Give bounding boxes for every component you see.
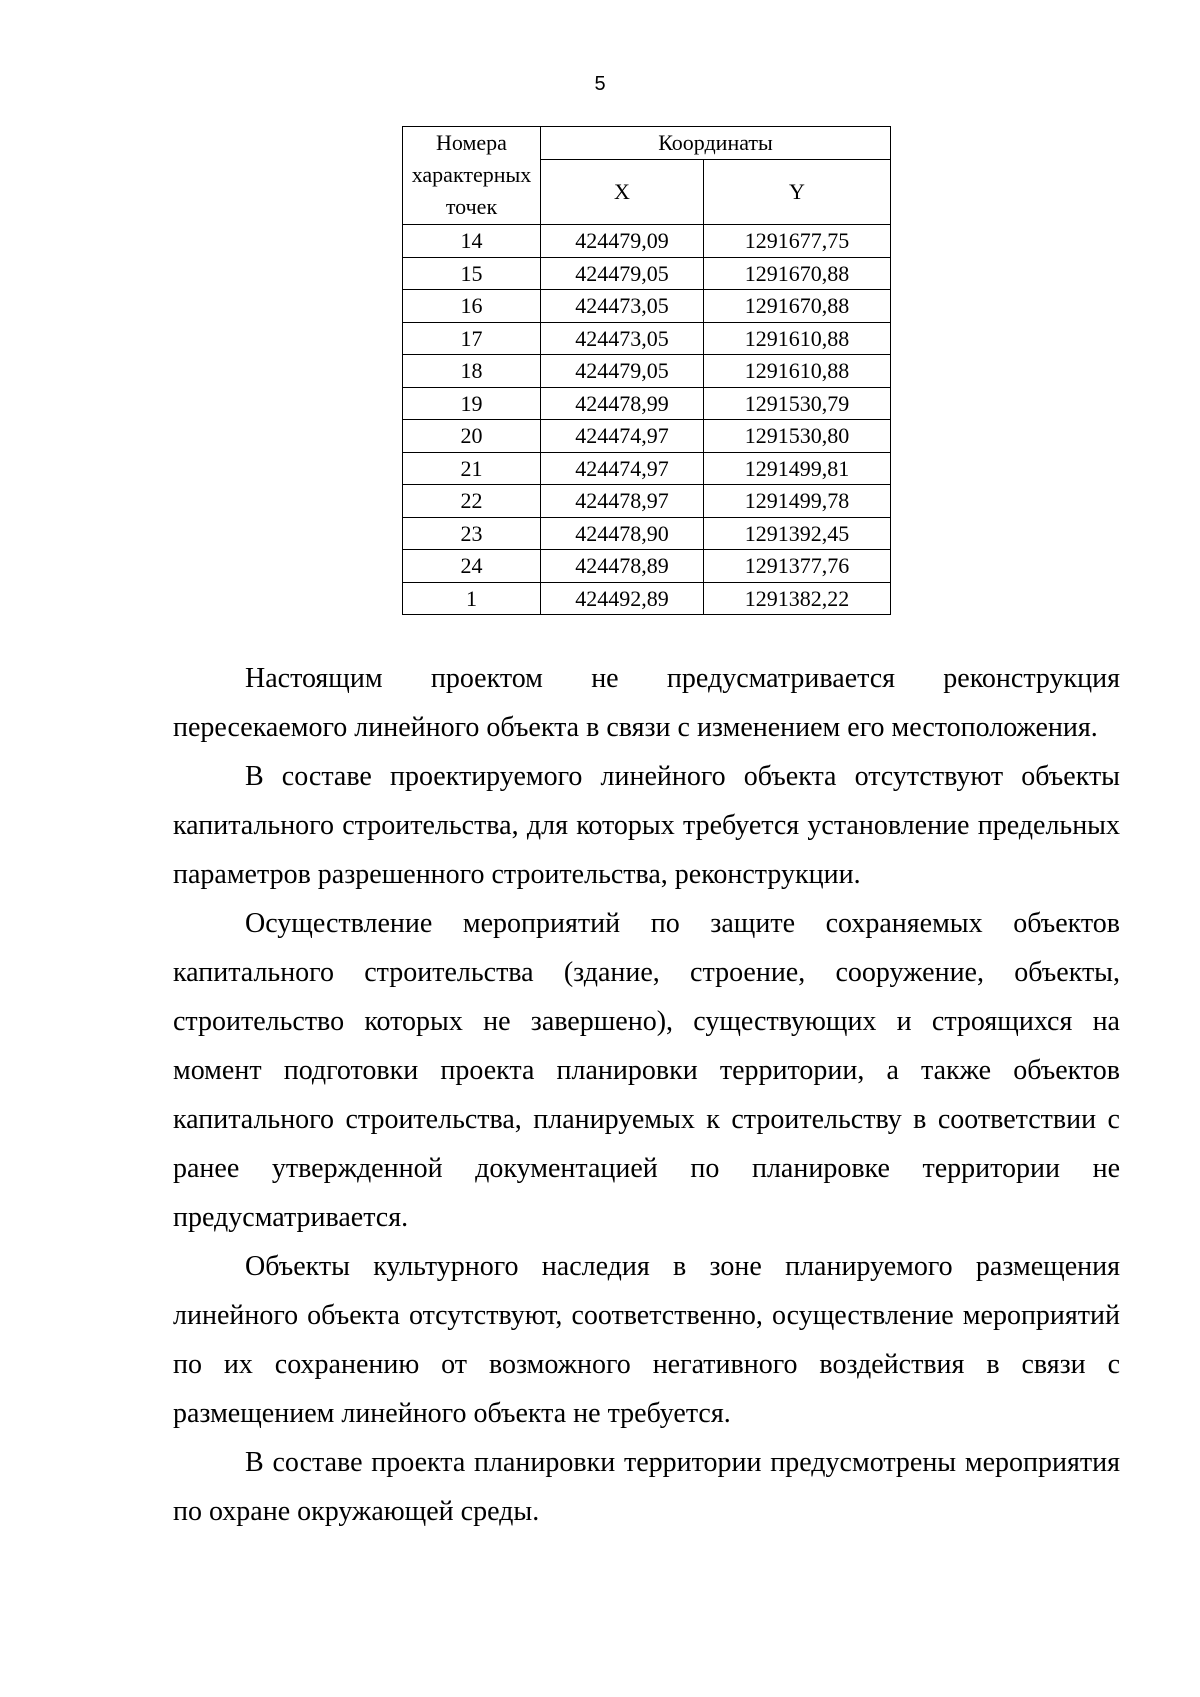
- table-row: [403, 550, 891, 583]
- table-header-row: [403, 127, 891, 160]
- cell-y: 1291530,80: [704, 420, 891, 453]
- cell-y: 1291670,88: [704, 290, 891, 323]
- paragraph-protection-measures: Осуществление мероприятий по защите сохраняемых объектов капитального строительства (здание, строение, сооружение, объекты, строительство которых не завершено), существующих и строящихся на момент подготовки проекта планировки территории, а также объектов капитального строительства, планируемых к строительству в соответствии с ранее утвержденной документацией по планировке территории не предусматривается.: [173, 908, 1120, 1233]
- cell-y: 1291392,45: [704, 517, 891, 550]
- cell-y: 1291499,78: [704, 485, 891, 518]
- cell-point-number: 17: [403, 322, 541, 355]
- cell-y: 1291610,88: [704, 322, 891, 355]
- cell-x: 424478,89: [541, 550, 704, 583]
- header-x: X: [541, 160, 704, 225]
- cell-x: 424478,99: [541, 387, 704, 420]
- cell-point-number: 16: [403, 290, 541, 323]
- table-row: [403, 290, 891, 323]
- paragraph-cultural-heritage: Объекты культурного наследия в зоне планируемого размещения линейного объекта отсутствуют, соответственно, осуществление мероприятий по их сохранению от возможного негативного воздействия в связи с размещением линейного объекта не требуется.: [173, 1251, 1120, 1429]
- paragraph-reconstruction: Настоящим проектом не предусматривается реконструкция пересекаемого линейного объекта в связи с изменением его местоположения.: [173, 663, 1120, 743]
- cell-x: 424479,09: [541, 225, 704, 258]
- paragraph-environmental-protection: В составе проекта планировки территории предусмотрены мероприятия по охране окружающей среды.: [173, 1447, 1120, 1527]
- cell-x: 424478,90: [541, 517, 704, 550]
- cell-point-number: 22: [403, 485, 541, 518]
- table-row: [403, 355, 891, 388]
- paragraph-capital-construction: В составе проектируемого линейного объекта отсутствуют объекты капитального строительства, для которых требуется установление предельных параметров разрешенного строительства, реконструкции.: [173, 761, 1120, 890]
- cell-y: 1291530,79: [704, 387, 891, 420]
- cell-point-number: 19: [403, 387, 541, 420]
- cell-x: 424478,97: [541, 485, 704, 518]
- table-row: [403, 517, 891, 550]
- header-point-numbers-line-2: характерных: [411, 162, 532, 187]
- cell-y: 1291677,75: [704, 225, 891, 258]
- table-row: [403, 387, 891, 420]
- cell-x: 424474,97: [541, 420, 704, 453]
- table-row: [403, 582, 891, 615]
- coordinates-table: [402, 126, 891, 615]
- cell-x: 424492,89: [541, 582, 704, 615]
- cell-point-number: 15: [403, 257, 541, 290]
- header-point-numbers-line-3: точек: [445, 194, 498, 219]
- table-row: [403, 322, 891, 355]
- header-coordinates: Координаты: [541, 127, 891, 160]
- cell-point-number: 21: [403, 452, 541, 485]
- table-row: [403, 452, 891, 485]
- header-point-numbers-line-1: Номера: [436, 130, 507, 155]
- table-row: [403, 257, 891, 290]
- cell-y: 1291377,76: [704, 550, 891, 583]
- header-y: Y: [704, 160, 891, 225]
- cell-x: 424473,05: [541, 322, 704, 355]
- cell-x: 424473,05: [541, 290, 704, 323]
- table-row: [403, 420, 891, 453]
- cell-y: 1291382,22: [704, 582, 891, 615]
- cell-y: 1291610,88: [704, 355, 891, 388]
- cell-point-number: 1: [403, 582, 541, 615]
- cell-point-number: 18: [403, 355, 541, 388]
- page-number: 5: [594, 73, 606, 95]
- header-point-numbers: [403, 127, 541, 225]
- cell-x: 424474,97: [541, 452, 704, 485]
- cell-point-number: 20: [403, 420, 541, 453]
- cell-x: 424479,05: [541, 257, 704, 290]
- cell-y: 1291670,88: [704, 257, 891, 290]
- cell-point-number: 24: [403, 550, 541, 583]
- cell-x: 424479,05: [541, 355, 704, 388]
- table-row: [403, 485, 891, 518]
- cell-point-number: 14: [403, 225, 541, 258]
- body-text: [173, 654, 1120, 1536]
- cell-point-number: 23: [403, 517, 541, 550]
- table-row: [403, 225, 891, 258]
- cell-y: 1291499,81: [704, 452, 891, 485]
